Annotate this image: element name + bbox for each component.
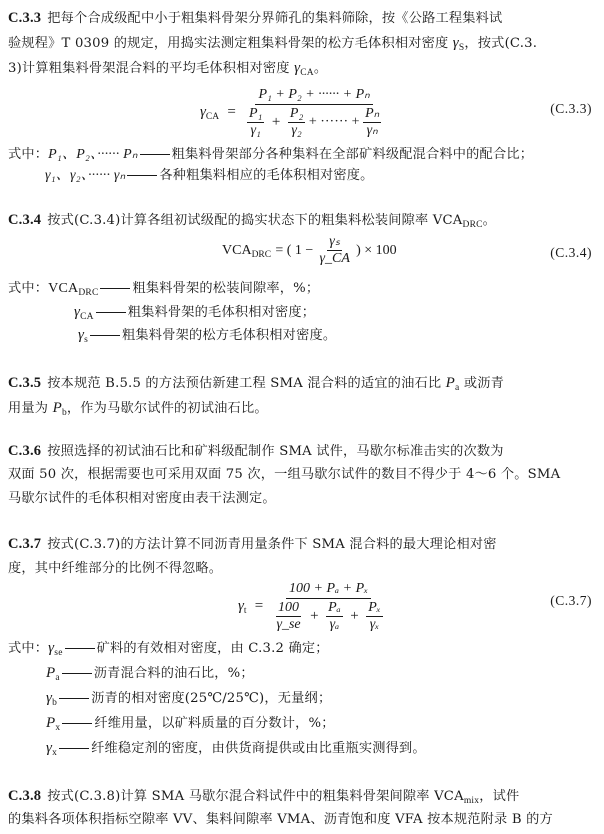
- c37-where3: [46, 688, 331, 713]
- c34-w1-sym: VCA: [48, 281, 79, 296]
- c34-line1: [8, 210, 496, 235]
- c37-where4: [46, 713, 335, 738]
- c33-p3: 3)计算粗集料骨架混合料的平均毛体积相对密度: [8, 61, 290, 76]
- c34-eq-mid: = ( 1 −: [275, 243, 314, 258]
- c34-p1-tail: 。: [482, 213, 497, 228]
- text-fragment: [274, 600, 302, 633]
- c36-line3: [8, 489, 276, 509]
- text-fragment: =: [227, 104, 236, 120]
- text-fragment: [59, 748, 89, 749]
- c37-w1-sub: se: [54, 648, 63, 658]
- text-fragment: [271, 580, 385, 633]
- c38-p2: 的集料各项体积指标空隙率 VV、集料间隙率 VMA、沥青饱和度 VFA 按本规范附录 B 的方: [8, 812, 553, 827]
- text-fragment: [326, 600, 343, 633]
- c35-line2: [8, 398, 268, 423]
- c33-eq-den1-d: γ₁: [250, 123, 261, 138]
- text-fragment: [247, 106, 264, 139]
- c37-w5-sym: γ: [46, 740, 53, 756]
- c37-w3-sub: b: [52, 698, 58, 708]
- equation-number: (C.3.4): [550, 245, 592, 260]
- c33-p3-sym: γ: [294, 60, 301, 76]
- c37-eq-d2-n: Pₐ: [328, 600, 341, 615]
- text-fragment: [59, 698, 89, 699]
- c38-p1: 按式(C.3.8)计算 SMA 马歇尔混合料试件中的粗集料骨架间隙率 VCA: [47, 789, 464, 804]
- c35-line1: [8, 373, 504, 398]
- c34-eq-lhs-sub: DRC: [251, 250, 272, 260]
- c36-line2: [8, 465, 560, 485]
- c34-w1-sub: DRC: [78, 288, 99, 298]
- text-fragment: [90, 335, 120, 336]
- text-fragment: [96, 312, 126, 313]
- c37-p1: 按式(C.3.7)的方法计算不同沥青用量条件下 SMA 混合料的最大理论相对密: [47, 537, 497, 552]
- c37-w2-text: 沥青混合料的油石比，%；: [93, 666, 254, 681]
- c36-line1: [8, 441, 504, 462]
- text-fragment: [62, 723, 92, 724]
- text-fragment: +: [310, 607, 319, 624]
- c37-where5: [46, 738, 426, 763]
- c37-w2-sub: a: [55, 673, 60, 683]
- c38-line1: [8, 786, 519, 811]
- c35-p2-sym: P: [52, 400, 62, 416]
- c37-w4-text: 纤维用量，以矿料质量的百分数计，%；: [94, 716, 335, 731]
- text-fragment: [65, 648, 95, 649]
- equation-c33: [200, 86, 384, 139]
- c37-eq-d1-d: γ_se: [276, 617, 301, 632]
- c33-p2-sym: γ: [452, 35, 459, 51]
- c33-p2-tail: ，按式(C.3.: [464, 36, 538, 51]
- c34-where2: [74, 302, 315, 327]
- c38-secno: C.3.8: [8, 788, 42, 804]
- c37-p2: 度，其中纤维部分的比例不得忽略。: [8, 561, 223, 576]
- c37-w4-sub: x: [55, 723, 61, 733]
- equation-c34: [222, 234, 397, 267]
- c33-line3: [8, 58, 327, 83]
- c37-eq-lhs-sym: γ: [238, 598, 244, 614]
- c34-secno: C.3.4: [8, 212, 42, 228]
- c37-where2: [46, 663, 254, 688]
- text-fragment: [62, 673, 92, 674]
- c34-eq-frac-n: γₛ: [329, 234, 341, 249]
- c33-p3-tail: 。: [313, 61, 328, 76]
- c35-p1-tail: 或沥青: [463, 376, 505, 391]
- c34-where-label: 式中：: [8, 281, 49, 296]
- c34-where3: [78, 325, 336, 350]
- text-fragment: +: [350, 607, 359, 624]
- c36-p2: 双面 50 次，根据需要也可采用双面 75 次，一组马歇尔试件的数目不得少于 4～6 个。SMA: [8, 467, 561, 482]
- c33-p2-sub: S: [458, 43, 465, 53]
- text-fragment: [100, 288, 130, 289]
- c38-p1-sub: mix: [463, 796, 480, 806]
- c34-where1: [8, 279, 319, 303]
- c34-w1-text: 粗集料骨架的松装间隙率，%；: [132, 281, 320, 296]
- text-fragment: [271, 599, 385, 633]
- c34-p1: 按式(C.3.4)计算各组初试级配的捣实状态下的粗集料松装间隙率 VCA: [47, 213, 463, 228]
- c37-secno: C.3.7: [8, 536, 42, 552]
- text-fragment: [244, 86, 384, 139]
- c34-eq-lhs: VCA: [222, 243, 252, 258]
- text-fragment: [317, 234, 351, 267]
- c34-eq-tail: ) × 100: [356, 243, 397, 258]
- c35-secno: C.3.5: [8, 375, 42, 391]
- text-fragment: [288, 106, 305, 139]
- text-fragment: +: [271, 113, 281, 130]
- c33-p1: 把每个合成级配中小于粗集料骨架分界筛孔的集料筛除，按《公路工程集料试: [47, 11, 503, 26]
- c36-p1: 按照选择的初试油石比和矿料级配制作 SMA 试件，马歇尔标准击实的次数为: [47, 444, 504, 459]
- c37-eq-d3-d: γₓ: [369, 617, 380, 632]
- c33-w1-sym: P₁、P₂、······ Pₙ: [48, 147, 138, 162]
- text-fragment: [366, 600, 383, 633]
- c33-eq-den2-d: γ₂: [291, 123, 302, 138]
- c37-eq-num: 100 + Pₐ + Pₓ: [286, 580, 371, 599]
- equation-number: (C.3.7): [550, 593, 592, 608]
- c37-eq-lhs-sub: t: [243, 606, 247, 616]
- c33-eq-denn-d: γₙ: [366, 123, 378, 138]
- text-fragment: [363, 106, 381, 139]
- c34-w3-sym: γ: [78, 327, 85, 343]
- c36-p3: 马歇尔试件的毛体积相对密度由表干法测定。: [8, 491, 276, 506]
- c33-w2-text: 各种粗集料相应的毛体积相对密度。: [159, 168, 374, 183]
- c37-eq-d3-n: Pₓ: [368, 600, 381, 615]
- c33-p2: 验规程》T 0309 的规定，用捣实法测定粗集料骨架的松方毛体积相对密度: [8, 36, 449, 51]
- c33-p3-sub: CA: [300, 68, 314, 78]
- c33-w1-text: 粗集料骨架部分各种集料在全部矿料级配混合料中的配合比；: [171, 147, 534, 162]
- c34-p1-sub: DRC: [462, 220, 483, 230]
- c35-p2: 用量为: [8, 401, 49, 416]
- equation-c37: [238, 580, 386, 633]
- c37-where1: [8, 638, 329, 663]
- c33-eq-den1-n: P₁: [249, 106, 263, 121]
- c37-line1: [8, 534, 497, 555]
- c33-where1: [8, 145, 533, 165]
- text-fragment: [244, 105, 384, 139]
- c35-p1: 按本规范 B.5.5 的方法预估新建工程 SMA 混合料的适宜的油石比: [47, 376, 442, 391]
- c33-where-label: 式中：: [8, 147, 49, 162]
- c33-where2: [45, 166, 374, 186]
- c33-eq-dots: + ······ +: [308, 114, 360, 130]
- c37-w1-sym: γ: [48, 640, 55, 656]
- c34-w3-text: 粗集料骨架的松方毛体积相对密度。: [122, 328, 337, 343]
- section-number: C.3.3: [8, 10, 42, 26]
- c33-line2: [8, 33, 537, 58]
- c34-w3-sub: s: [84, 335, 89, 345]
- c37-w4-sym: P: [46, 715, 56, 731]
- c34-w2-sym: γ: [74, 304, 81, 320]
- text-fragment: [127, 175, 157, 176]
- c37-w5-sub: x: [52, 748, 58, 758]
- c35-p2-tail: ，作为马歇尔试件的初试油石比。: [66, 401, 268, 416]
- c37-line2: [8, 559, 222, 579]
- c37-w3-text: 沥青的相对密度(25℃/25℃)，无量纲；: [91, 691, 332, 706]
- c37-w5-text: 纤维稳定剂的密度，由供货商提供或由比重瓶实测得到。: [91, 741, 426, 756]
- c38-p1-tail: ，试件: [479, 789, 520, 804]
- c37-eq-d2-d: γₐ: [329, 617, 340, 632]
- c33-eq-lhs-sub: CA: [205, 112, 220, 122]
- c33-line1: [8, 8, 502, 29]
- c33-w2-sym: γ₁、γ₂、······ γₙ: [45, 168, 126, 183]
- c33-eq-denn-n: Pₙ: [365, 106, 380, 121]
- c36-secno: C.3.6: [8, 443, 42, 459]
- c33-eq-den2-n: P₂: [289, 106, 304, 121]
- c37-w2-sym: P: [46, 665, 56, 681]
- text-fragment: =: [254, 598, 264, 614]
- c35-p2-sub: b: [61, 408, 67, 418]
- equation-number: (C.3.3): [550, 101, 592, 116]
- c35-p1-sym: P: [445, 375, 456, 391]
- c37-w3-sym: γ: [46, 690, 53, 706]
- c37-w1-text: 矿料的有效相对密度，由 C.3.2 确定；: [96, 641, 329, 656]
- c33-eq-num: P₁ + P₂ + ······ + Pₙ: [255, 86, 372, 105]
- c35-p1-sub: a: [455, 383, 460, 393]
- c38-line2: [8, 810, 553, 830]
- c34-eq-frac-d: γ_CA: [319, 251, 350, 266]
- c34-w2-sub: CA: [80, 312, 94, 322]
- text-fragment: [140, 154, 170, 155]
- c34-w2-text: 粗集料骨架的毛体积相对密度；: [127, 305, 316, 320]
- c37-eq-d1-n: 100: [278, 600, 300, 615]
- c37-where-label: 式中：: [8, 641, 49, 656]
- c33-eq-lhs-sym: γ: [200, 104, 206, 120]
